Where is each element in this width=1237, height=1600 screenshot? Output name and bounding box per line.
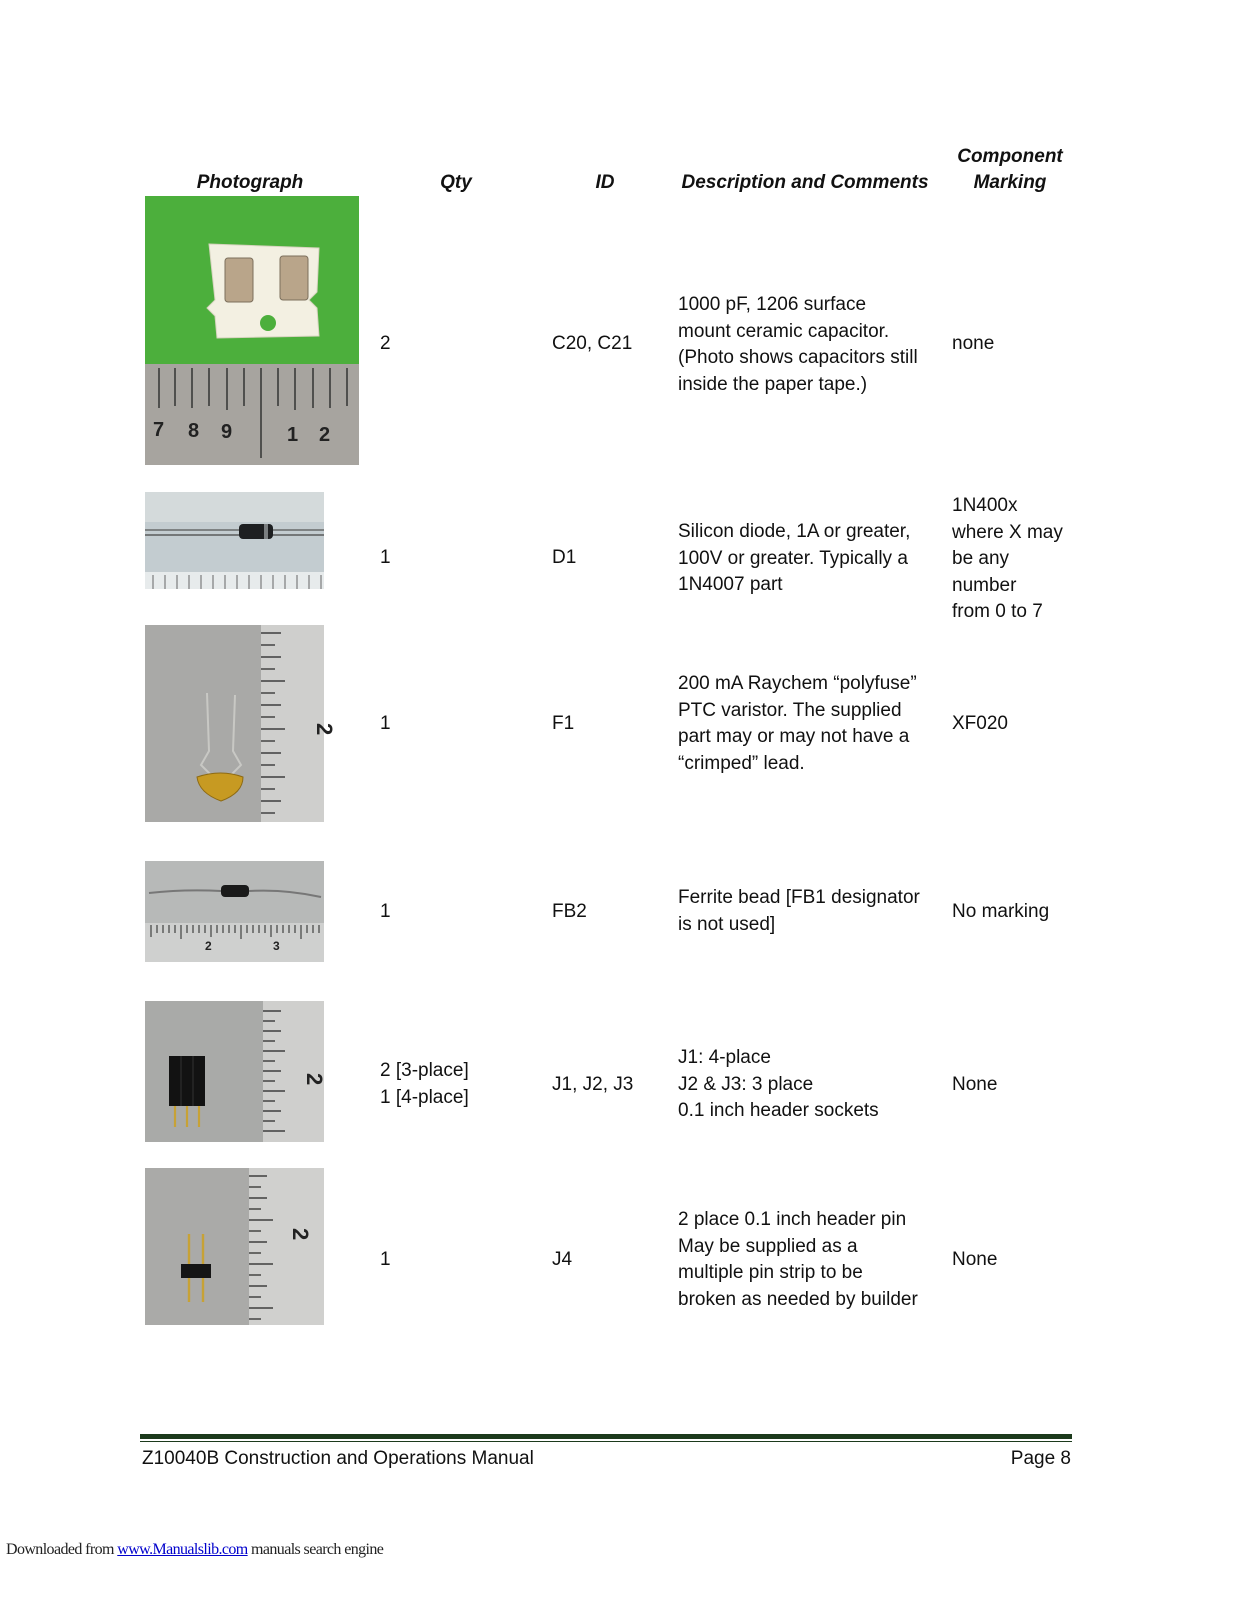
header-id: ID xyxy=(595,172,615,193)
row-1-id: C20, C21 xyxy=(552,333,633,354)
footer-rule-thick xyxy=(140,1434,1072,1439)
capacitor-tape-photo xyxy=(145,196,359,465)
ruler-label: 2 xyxy=(319,424,331,446)
row-2-marking: 1N400x where X may be any number from 0 to 7 xyxy=(952,495,1063,622)
ruler-label: 1 xyxy=(287,424,299,446)
header-photograph: Photograph xyxy=(196,172,304,193)
row-6-qty: 1 xyxy=(380,1249,391,1270)
header-qty: Qty xyxy=(440,172,472,193)
ruler-label: 9 xyxy=(221,421,233,443)
ruler-label: 2 xyxy=(312,723,337,736)
row-4-description: Ferrite bead [FB1 designator is not used] xyxy=(678,887,920,935)
manualslib-link[interactable]: www.Manualslib.com xyxy=(117,1541,248,1558)
footer-rule-thin xyxy=(140,1441,1072,1442)
download-note xyxy=(6,1541,383,1559)
row-5-description: J1: 4-place J2 & J3: 3 place 0.1 inch header sockets xyxy=(678,1047,879,1121)
row-1-description: 1000 pF, 1206 surface mount ceramic capacitor. (Photo shows capacitors still inside the paper tape.) xyxy=(678,294,918,395)
row-3-qty: 1 xyxy=(380,713,391,734)
row-5-id: J1, J2, J3 xyxy=(552,1074,634,1095)
row-4-marking: No marking xyxy=(952,901,1050,922)
row-5-qty: 2 [3-place] 1 [4-place] xyxy=(380,1060,469,1108)
row-2-description: Silicon diode, 1A or greater, 100V or greater. Typically a 1N4007 part xyxy=(678,521,911,595)
download-suffix: manuals search engine xyxy=(247,1541,384,1558)
row-6-id: J4 xyxy=(552,1249,573,1270)
polyfuse-photo xyxy=(145,625,337,822)
row-3-id: F1 xyxy=(552,713,575,734)
ferrite-bead-photo xyxy=(145,861,324,962)
ruler-label: 7 xyxy=(153,419,165,441)
ruler-label: 3 xyxy=(273,939,280,953)
download-prefix: Downloaded from xyxy=(6,1541,118,1558)
row-4-qty: 1 xyxy=(380,901,391,922)
header-pin-photo xyxy=(145,1168,324,1325)
row-1-marking: none xyxy=(952,333,995,354)
diode-photo xyxy=(145,492,324,589)
footer-title: Z10040B Construction and Operations Manual xyxy=(142,1448,534,1469)
row-2-id: D1 xyxy=(552,547,577,568)
row-3-marking: XF020 xyxy=(952,713,1008,734)
header-description: Description and Comments xyxy=(681,172,929,193)
row-5-marking: None xyxy=(952,1074,998,1095)
ruler-label: 8 xyxy=(188,420,200,442)
row-2-qty: 1 xyxy=(380,547,391,568)
ruler-label: 2 xyxy=(302,1073,327,1086)
row-4-id: FB2 xyxy=(552,901,587,922)
header-socket-photo xyxy=(145,1001,327,1142)
row-1-qty: 2 xyxy=(380,333,391,354)
page-number: Page 8 xyxy=(1010,1448,1071,1469)
header-marking: Component Marking xyxy=(957,146,1063,193)
ruler-label: 2 xyxy=(205,939,212,953)
row-3-description: 200 mA Raychem “polyfuse” PTC varistor. The supplied part may or may not have a “crimped” lead. xyxy=(678,673,917,774)
row-6-description: 2 place 0.1 inch header pin May be supplied as a multiple pin strip to be broken as needed by builder xyxy=(678,1209,918,1310)
row-6-marking: None xyxy=(952,1249,998,1270)
ruler-label: 2 xyxy=(288,1228,313,1241)
